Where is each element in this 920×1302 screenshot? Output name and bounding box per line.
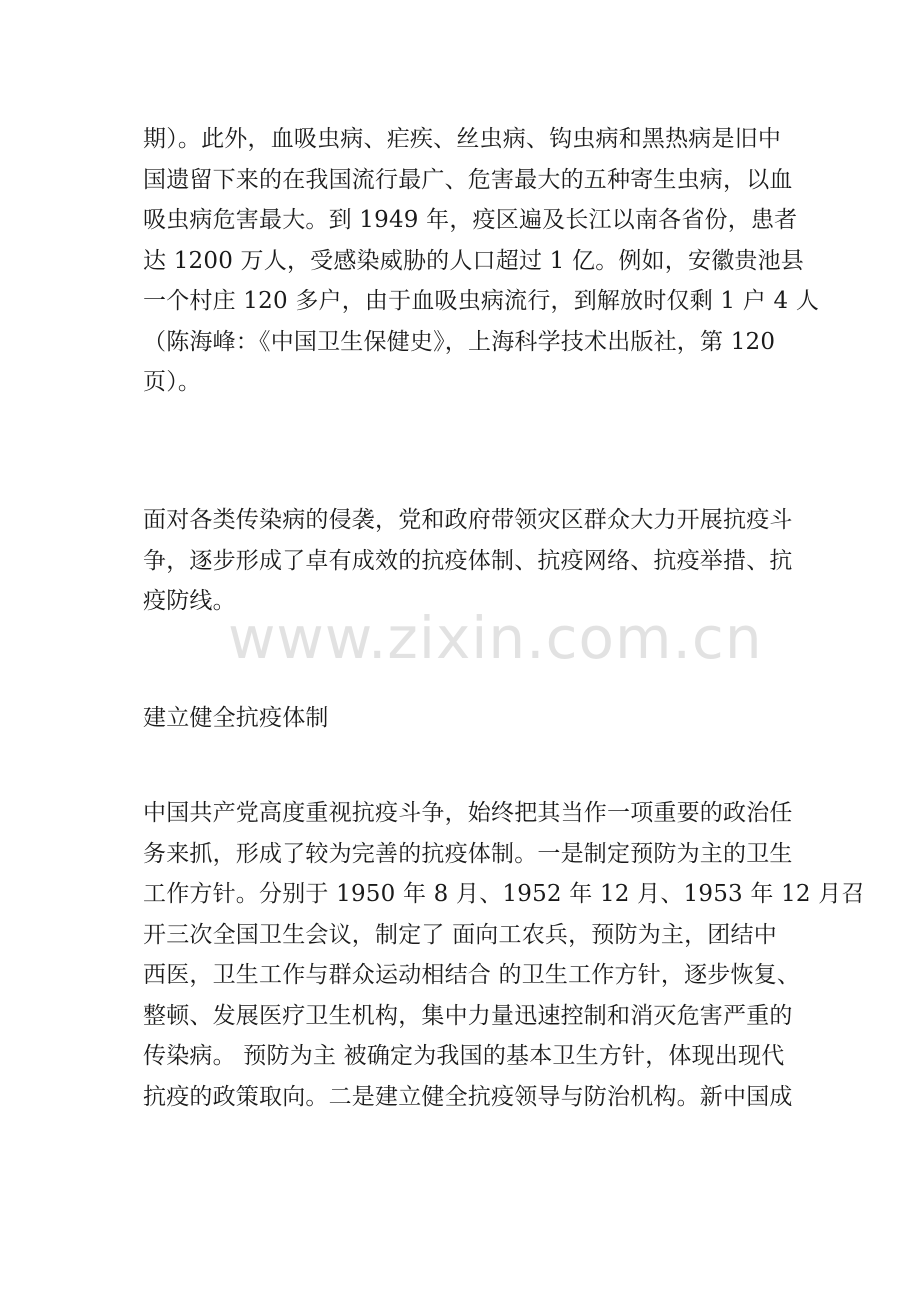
paragraph-anti-epidemic-system <box>143 793 865 1117</box>
text-line: 疫防线。 <box>143 588 236 614</box>
text-line: 期）。此外，血吸虫病、疟疾、丝虫病、钩虫病和黑热病是旧中 <box>143 126 782 152</box>
text-line: 整顿、发展医疗卫生机构，集中力量迅速控制和消灭危害严重的 <box>143 1002 793 1029</box>
text-line: 页）。 <box>143 369 202 395</box>
text-line: 务来抓，形成了较为完善的抗疫体制。一是制定预防为主的卫生 <box>143 840 793 867</box>
text-line: 中国共产党高度重视抗疫斗争，始终把其当作一项重要的政治任 <box>143 800 793 826</box>
text-line: 国遗留下来的在我国流行最广、危害最大的五种寄生虫病，以血 <box>143 166 793 193</box>
text-line: 争，逐步形成了卓有成效的抗疫体制、抗疫网络、抗疫举措、抗 <box>143 547 793 574</box>
section-heading-text: 建立健全抗疫体制 <box>143 705 329 731</box>
text-line: （陈海峰：《中国卫生保健史》，上海科学技术出版社，第 120 <box>143 328 776 355</box>
text-line: 开三次全国卫生会议，制定了 面向工农兵，预防为主，团结中 <box>143 921 777 948</box>
text-line: 传染病。 预防为主 被确定为我国的基本卫生方针，体现出现代 <box>143 1043 785 1069</box>
paragraph-schistosomiasis <box>143 119 820 403</box>
text-line: 达 1200 万人，受感染威胁的人口超过 1 亿。例如，安徽贵池县 <box>143 247 805 274</box>
text-line: 西医，卫生工作与群众运动相结合 的卫生工作方针，逐步恢复、 <box>143 962 801 988</box>
watermark: www.zixin.com.cn <box>228 604 763 672</box>
text-line: 工作方针。分别于 1950 年 8 月、1952 年 12 月、1953 年 12 月召 <box>143 881 865 907</box>
section-heading <box>143 698 803 739</box>
text-line: 面对各类传染病的侵袭，党和政府带领灾区群众大力开展抗疫斗 <box>143 507 793 533</box>
text-line: 一个村庄 120 多户，由于血吸虫病流行，到解放时仅剩 1 户 4 人 <box>143 288 820 314</box>
text-line: 吸虫病危害最大。到 1949 年，疫区遍及长江以南各省份，患者 <box>143 207 798 233</box>
text-line: 抗疫的政策取向。二是建立健全抗疫领导与防治机构。新中国成 <box>143 1083 793 1110</box>
